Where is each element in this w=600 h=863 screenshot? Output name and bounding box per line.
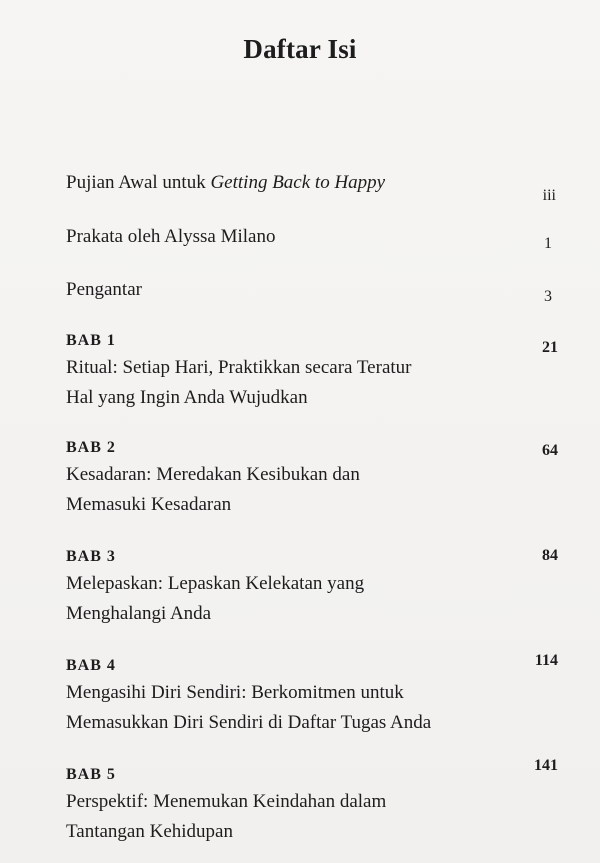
chapter-title-line1: Ritual: Setiap Hari, Praktikkan secara Teratur — [66, 357, 412, 378]
chapter-title-line2: Menghalangi Anda — [66, 603, 212, 624]
chapter-title-line1: Perspektif: Menemukan Keindahan dalam — [66, 791, 387, 812]
toc-entry-page: 3 — [544, 288, 552, 305]
toc-chapter-5[interactable] — [66, 757, 562, 847]
chapter-title-line2: Tantangan Kehidupan — [66, 821, 233, 842]
toc-entry-foreword[interactable] — [66, 222, 562, 252]
chapter-page: 114 — [534, 652, 558, 669]
toc-entry-label: Pengantar — [66, 279, 142, 300]
chapter-label: BAB 4 — [66, 657, 116, 674]
chapter-page: 64 — [542, 442, 558, 459]
chapter-title-line2: Memasuki Kesadaran — [66, 494, 232, 515]
chapter-title-line1: Melepaskan: Lepaskan Kelekatan yang — [66, 573, 365, 594]
chapter-label: BAB 2 — [66, 439, 116, 456]
toc-entry-label: Pujian Awal untuk Getting Back to Happy — [66, 172, 386, 193]
page-title: Daftar Isi — [243, 34, 357, 64]
toc-chapter-3[interactable] — [66, 545, 562, 629]
chapter-title-line2: Hal yang Ingin Anda Wujudkan — [66, 387, 308, 408]
toc-chapter-2[interactable] — [66, 436, 562, 520]
toc-entry-page: 1 — [544, 235, 552, 252]
toc-entry-introduction[interactable] — [66, 275, 562, 305]
chapter-label: BAB 5 — [66, 766, 116, 783]
toc-chapter-4[interactable] — [66, 654, 562, 738]
chapter-page: 141 — [534, 757, 558, 774]
toc-chapter-1[interactable] — [66, 329, 562, 413]
chapter-page: 84 — [542, 547, 558, 564]
chapter-title-line1: Mengasihi Diri Sendiri: Berkomitmen untuk — [66, 682, 404, 703]
chapter-page: 21 — [542, 339, 558, 356]
toc-entry-praise[interactable] — [66, 168, 562, 204]
chapter-label: BAB 3 — [66, 548, 116, 565]
chapter-title-line1: Kesadaran: Meredakan Kesibukan dan — [66, 464, 360, 485]
chapter-title-line2: Memasukkan Diri Sendiri di Daftar Tugas Anda — [66, 712, 432, 733]
book-title-italic: Getting Back to Happy — [210, 172, 386, 193]
toc-entry-label: Prakata oleh Alyssa Milano — [66, 226, 276, 247]
chapter-label: BAB 1 — [66, 332, 116, 349]
toc-entry-page: iii — [542, 187, 556, 204]
